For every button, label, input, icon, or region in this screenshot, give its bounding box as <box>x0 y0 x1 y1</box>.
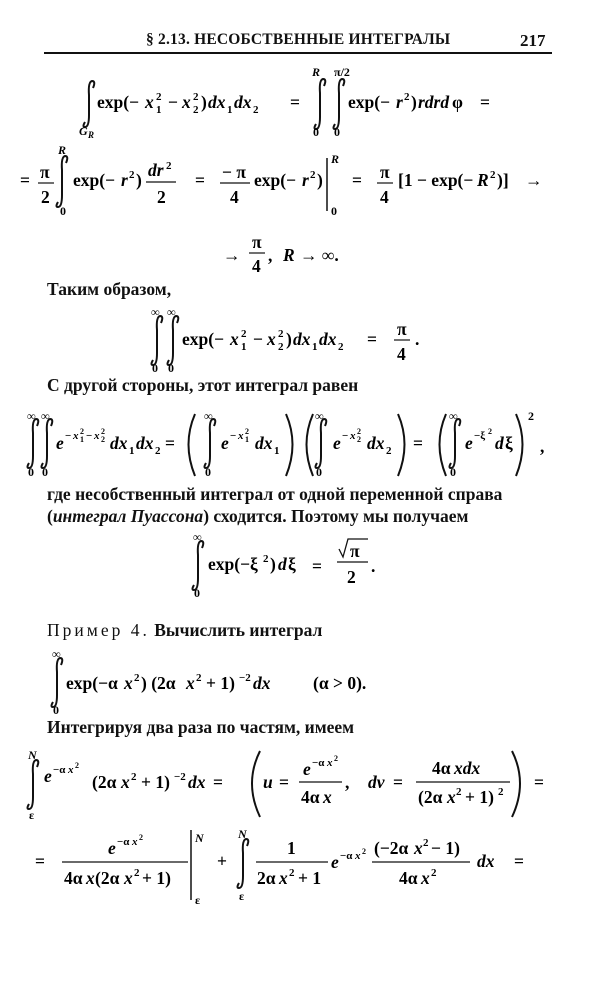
svg-text:∞: ∞ <box>449 409 458 423</box>
svg-text:0: 0 <box>194 586 200 600</box>
svg-text:R: R <box>477 170 489 190</box>
svg-text:−: − <box>342 430 349 442</box>
svg-text:dx: dx <box>208 92 226 112</box>
svg-text:+ 1: + 1 <box>298 868 322 888</box>
svg-text:): ) <box>286 329 292 349</box>
example-heading <box>47 620 322 641</box>
svg-text:−: − <box>230 430 237 442</box>
svg-text:0: 0 <box>152 361 158 375</box>
svg-text:): ) <box>201 92 207 112</box>
svg-text:4: 4 <box>380 187 389 207</box>
svg-text:x: x <box>355 850 361 862</box>
svg-text:2: 2 <box>362 847 366 856</box>
svg-text:=: = <box>290 92 300 112</box>
svg-text:π: π <box>397 319 407 339</box>
svg-text:=: = <box>393 772 403 792</box>
svg-text:[1 − exp(−: [1 − exp(− <box>398 170 474 190</box>
svg-text:2: 2 <box>278 328 284 340</box>
svg-text:−: − <box>253 329 263 349</box>
svg-text:x: x <box>350 430 356 442</box>
svg-text:R: R <box>283 245 295 265</box>
svg-text:R: R <box>88 130 95 140</box>
equation-radial-integral <box>0 143 594 223</box>
svg-text:∞: ∞ <box>151 308 160 319</box>
svg-text:4α: 4α <box>64 868 83 888</box>
svg-text:=: = <box>35 851 45 871</box>
svg-text:1: 1 <box>274 445 280 457</box>
svg-text:r: r <box>396 92 403 112</box>
svg-text:−α: −α <box>117 836 130 848</box>
equation-first-quadrant-integral <box>0 308 594 378</box>
svg-text:e: e <box>56 433 64 453</box>
svg-text:(−2α: (−2α <box>374 838 409 858</box>
svg-text:−2: −2 <box>174 771 186 783</box>
svg-text:−α: −α <box>312 757 325 769</box>
svg-text:0: 0 <box>53 703 59 717</box>
svg-text:dx: dx <box>477 851 495 871</box>
svg-text:=: = <box>480 92 490 112</box>
svg-text:1: 1 <box>227 104 233 116</box>
svg-text:2: 2 <box>423 837 429 849</box>
svg-text:2: 2 <box>338 341 344 353</box>
svg-text:φ: φ <box>452 92 463 112</box>
svg-text:(2α: (2α <box>418 787 443 807</box>
text-integrating: Интегрируя два раза по частям, имеем <box>47 717 355 737</box>
svg-text:2: 2 <box>253 104 259 116</box>
svg-text:1: 1 <box>129 445 135 457</box>
svg-text:1: 1 <box>156 104 162 116</box>
svg-text:2: 2 <box>155 445 161 457</box>
running-title: § 2.13. НЕСОБСТВЕННЫЕ ИНТЕГРАЛЫ <box>146 31 451 48</box>
svg-text:e: e <box>333 433 341 453</box>
svg-text:2α: 2α <box>257 868 276 888</box>
svg-text:2: 2 <box>456 786 462 798</box>
svg-text:−: − <box>86 430 93 442</box>
svg-text:2: 2 <box>134 867 140 879</box>
svg-text:π: π <box>252 232 262 252</box>
svg-text:∞: ∞ <box>27 409 36 423</box>
svg-text:2: 2 <box>157 187 166 207</box>
svg-text:=: = <box>534 772 544 792</box>
svg-text:0: 0 <box>60 204 66 218</box>
svg-text:N: N <box>28 748 37 762</box>
equation-product-of-integrals <box>0 404 594 486</box>
svg-text:−2: −2 <box>239 672 251 684</box>
svg-text:π: π <box>380 162 390 182</box>
svg-text:) (2α: ) (2α <box>141 673 176 693</box>
svg-text:0: 0 <box>331 204 337 218</box>
example-text: Вычислить интеграл <box>149 620 323 640</box>
svg-text:exp(−: exp(− <box>182 329 225 349</box>
svg-text:x: x <box>145 92 154 112</box>
svg-text:r: r <box>121 170 128 190</box>
svg-text:e: e <box>331 852 339 872</box>
svg-text:): ) <box>136 170 142 190</box>
svg-text:x: x <box>323 787 332 807</box>
svg-text:0: 0 <box>205 465 211 479</box>
svg-text:,: , <box>540 436 545 456</box>
svg-text:x: x <box>230 329 239 349</box>
svg-text:dx: dx <box>255 433 273 453</box>
text-poisson-em: интеграл Пуассона <box>52 506 204 526</box>
svg-text:x: x <box>182 92 191 112</box>
svg-text:− 1): − 1) <box>431 838 460 858</box>
svg-text:dv: dv <box>368 772 385 792</box>
svg-text:R: R <box>331 152 340 166</box>
text-other-side: С другой стороны, этот интеграл равен <box>47 375 359 395</box>
svg-text:2: 2 <box>156 91 162 103</box>
svg-text:,: , <box>268 245 273 265</box>
svg-text:(2α: (2α <box>92 772 117 792</box>
svg-text:2: 2 <box>278 341 284 353</box>
svg-text:2: 2 <box>386 445 392 457</box>
svg-text:−: − <box>65 430 72 442</box>
svg-text:0: 0 <box>313 125 319 139</box>
svg-text:0: 0 <box>450 465 456 479</box>
text-poisson-rest: ) сходится. Поэтому мы получаем <box>203 506 469 526</box>
equation-parts-substitution <box>0 745 594 825</box>
svg-text:2: 2 <box>498 786 504 798</box>
svg-text:2: 2 <box>289 867 295 879</box>
svg-text:2: 2 <box>75 761 79 770</box>
svg-text:=: = <box>312 556 322 576</box>
svg-text:x: x <box>279 868 288 888</box>
svg-text:N: N <box>195 831 204 845</box>
svg-text:x: x <box>124 673 133 693</box>
svg-text:e: e <box>221 433 229 453</box>
svg-text:dx: dx <box>188 772 206 792</box>
svg-text:2: 2 <box>131 771 137 783</box>
equation-limit <box>0 228 594 278</box>
svg-text:+ 1): + 1) <box>206 673 235 693</box>
svg-text:ε: ε <box>29 808 35 822</box>
svg-text:=: = <box>213 772 223 792</box>
svg-text:d: d <box>495 433 504 453</box>
svg-text:2: 2 <box>528 409 534 423</box>
svg-text:2: 2 <box>357 435 361 444</box>
svg-text:0: 0 <box>316 465 322 479</box>
svg-text:2: 2 <box>241 328 247 340</box>
page-number: 217 <box>520 31 546 50</box>
svg-text:x: x <box>267 329 276 349</box>
svg-text:x: x <box>238 430 244 442</box>
svg-text:N: N <box>238 827 247 841</box>
svg-text:2: 2 <box>357 427 361 436</box>
svg-text:=: = <box>165 433 175 453</box>
svg-text:2: 2 <box>263 553 269 565</box>
svg-text:x: x <box>73 430 79 442</box>
svg-text:−: − <box>168 92 178 112</box>
svg-text:2: 2 <box>245 427 249 436</box>
svg-text:+: + <box>217 851 227 871</box>
svg-text:rdrd: rdrd <box>418 92 450 112</box>
svg-text:∞: ∞ <box>52 648 61 661</box>
svg-text:4: 4 <box>252 256 261 276</box>
svg-text:→: → <box>525 170 543 190</box>
svg-text:ε: ε <box>195 893 201 907</box>
svg-text:− π: − π <box>222 162 246 182</box>
svg-text:1: 1 <box>287 838 296 858</box>
svg-text:exp(−: exp(− <box>97 92 140 112</box>
svg-text:−α: −α <box>340 850 353 862</box>
svg-text:=: = <box>367 329 377 349</box>
svg-text:exp(−α: exp(−α <box>66 673 118 693</box>
svg-text:r: r <box>302 170 309 190</box>
svg-text:∞: ∞ <box>193 533 202 544</box>
svg-text:=: = <box>279 772 289 792</box>
svg-text:e: e <box>303 759 311 779</box>
svg-text:x: x <box>68 764 74 776</box>
svg-text:d: d <box>278 554 287 574</box>
equation-parts-result <box>0 822 594 912</box>
svg-text:2: 2 <box>334 754 338 763</box>
svg-text:π/2: π/2 <box>334 65 350 79</box>
svg-text:G: G <box>79 124 88 138</box>
equation-poisson-integral <box>0 533 594 603</box>
svg-text:x: x <box>327 757 333 769</box>
svg-text:dx: dx <box>293 329 311 349</box>
svg-text:2: 2 <box>134 672 140 684</box>
svg-text:1: 1 <box>241 341 247 353</box>
svg-text:0: 0 <box>334 125 340 139</box>
svg-text:∞: ∞ <box>41 409 50 423</box>
svg-text:∞: ∞ <box>315 409 324 423</box>
svg-text:2: 2 <box>166 160 172 172</box>
text-improper-1: где несобственный интеграл от одной переменной справа <box>47 484 503 504</box>
svg-text:dx: dx <box>367 433 385 453</box>
svg-text:1: 1 <box>80 435 84 444</box>
svg-text:2: 2 <box>488 427 492 436</box>
svg-text:ε: ε <box>239 889 245 903</box>
svg-text:0: 0 <box>28 465 34 479</box>
svg-text:0: 0 <box>168 361 174 375</box>
svg-text:exp(−: exp(− <box>348 92 391 112</box>
svg-text:)]: )] <box>497 170 509 190</box>
svg-text:x: x <box>121 772 130 792</box>
svg-text:e: e <box>465 433 473 453</box>
svg-text:e: e <box>108 838 116 858</box>
svg-text:): ) <box>317 170 323 190</box>
svg-text:R: R <box>58 143 67 157</box>
svg-text:=: = <box>514 851 524 871</box>
svg-text:π: π <box>350 541 360 561</box>
svg-text:2: 2 <box>101 427 105 436</box>
svg-text:−ξ: −ξ <box>474 430 486 442</box>
svg-text:2: 2 <box>193 104 199 116</box>
svg-text:→ ∞.: → ∞. <box>300 245 339 265</box>
svg-text:x: x <box>421 868 430 888</box>
svg-text:+ 1): + 1) <box>141 772 170 792</box>
svg-text:x: x <box>124 868 133 888</box>
svg-text:dr: dr <box>148 160 164 180</box>
svg-text:=: = <box>413 433 423 453</box>
svg-text:0: 0 <box>42 465 48 479</box>
svg-text:u: u <box>263 772 273 792</box>
svg-text:2: 2 <box>101 435 105 444</box>
svg-text:R: R <box>312 65 321 79</box>
svg-text:2: 2 <box>193 91 199 103</box>
svg-text:+ 1): + 1) <box>142 868 171 888</box>
svg-text:dx: dx <box>136 433 154 453</box>
svg-text:exp(−: exp(− <box>254 170 297 190</box>
svg-text:2: 2 <box>139 833 143 842</box>
header-rule <box>44 52 552 54</box>
svg-text:π: π <box>40 162 50 182</box>
svg-text:(α > 0).: (α > 0). <box>313 673 367 693</box>
svg-text:xdx: xdx <box>454 758 481 778</box>
svg-text:): ) <box>270 554 276 574</box>
svg-text:x: x <box>414 838 423 858</box>
svg-text:dx: dx <box>234 92 252 112</box>
text-poisson-line: (интеграл Пуассона) сходится. Поэтому мы получаем <box>47 506 469 526</box>
svg-text:(2α: (2α <box>95 868 120 888</box>
example-label: Пример 4. <box>47 620 150 640</box>
svg-text:4: 4 <box>397 344 406 364</box>
svg-text:∞: ∞ <box>204 409 213 423</box>
svg-text:=: = <box>195 170 205 190</box>
svg-text:2: 2 <box>41 187 50 207</box>
svg-text:=: = <box>352 170 362 190</box>
svg-text:x: x <box>186 673 195 693</box>
svg-text:exp(−: exp(− <box>73 170 116 190</box>
svg-text:→: → <box>223 245 241 265</box>
svg-text:dx: dx <box>110 433 128 453</box>
svg-text:x: x <box>86 868 95 888</box>
svg-text:2: 2 <box>431 867 437 879</box>
svg-text:.: . <box>371 556 376 576</box>
svg-text:1: 1 <box>312 341 318 353</box>
svg-text:exp(−ξ: exp(−ξ <box>208 554 258 574</box>
svg-text:∞: ∞ <box>167 308 176 319</box>
svg-text:2: 2 <box>347 567 356 587</box>
svg-text:+ 1): + 1) <box>465 787 494 807</box>
svg-text:dx: dx <box>253 673 271 693</box>
svg-text:2: 2 <box>129 169 135 181</box>
svg-text:x: x <box>132 836 138 848</box>
svg-text:dx: dx <box>319 329 337 349</box>
svg-text:2: 2 <box>404 91 410 103</box>
svg-text:ξ: ξ <box>288 554 296 574</box>
svg-text:=: = <box>20 170 30 190</box>
svg-text:e: e <box>44 766 52 786</box>
svg-text:ξ: ξ <box>505 433 513 453</box>
svg-text:4α: 4α <box>399 868 418 888</box>
svg-text:x: x <box>94 430 100 442</box>
svg-text:1: 1 <box>245 435 249 444</box>
svg-text:2: 2 <box>196 672 202 684</box>
equation-example-integral <box>0 648 594 718</box>
svg-text:x: x <box>447 787 456 807</box>
svg-text:2: 2 <box>490 169 496 181</box>
svg-text:,: , <box>345 772 350 792</box>
svg-text:4α: 4α <box>432 758 451 778</box>
svg-text:−α: −α <box>53 764 66 776</box>
svg-text:2: 2 <box>80 427 84 436</box>
svg-text:.: . <box>415 329 420 349</box>
svg-text:4α: 4α <box>301 787 320 807</box>
svg-text:): ) <box>411 92 417 112</box>
svg-text:4: 4 <box>230 187 239 207</box>
svg-text:2: 2 <box>310 169 316 181</box>
text-thus: Таким образом, <box>47 279 172 299</box>
